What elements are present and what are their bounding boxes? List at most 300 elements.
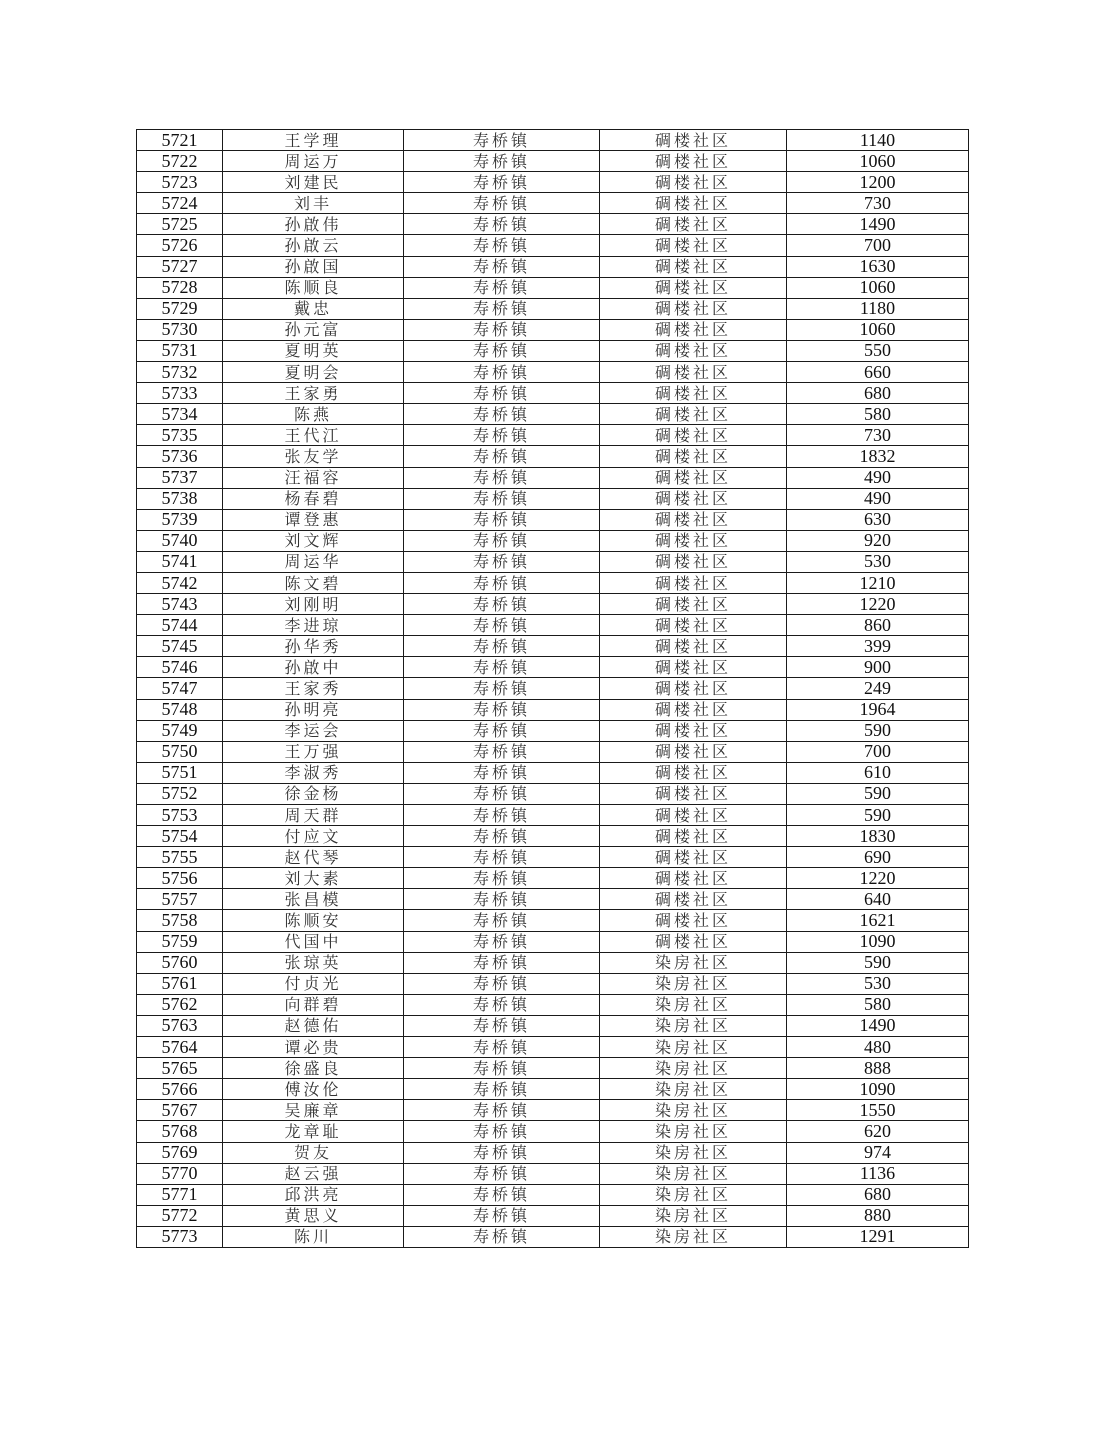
cell-community: 碉楼社区 — [600, 446, 787, 467]
cell-community: 染房社区 — [600, 1015, 787, 1036]
cell-serial-number: 5743 — [137, 594, 223, 615]
cell-serial-number: 5756 — [137, 868, 223, 889]
cell-community: 染房社区 — [600, 994, 787, 1015]
cell-amount: 590 — [787, 720, 969, 741]
cell-community: 染房社区 — [600, 1163, 787, 1184]
cell-serial-number: 5768 — [137, 1121, 223, 1142]
cell-serial-number: 5725 — [137, 214, 223, 235]
table-row — [137, 657, 969, 678]
cell-amount: 1220 — [787, 868, 969, 889]
cell-town: 寿桥镇 — [404, 847, 600, 868]
cell-town: 寿桥镇 — [404, 594, 600, 615]
cell-town: 寿桥镇 — [404, 678, 600, 699]
cell-serial-number: 5741 — [137, 551, 223, 572]
cell-town: 寿桥镇 — [404, 1184, 600, 1205]
cell-community: 碉楼社区 — [600, 910, 787, 931]
cell-community: 碉楼社区 — [600, 889, 787, 910]
cell-person-name: 徐金杨 — [223, 783, 404, 804]
cell-serial-number: 5744 — [137, 615, 223, 636]
cell-person-name: 孙元富 — [223, 319, 404, 340]
table-row — [137, 720, 969, 741]
cell-community: 染房社区 — [600, 1058, 787, 1079]
cell-serial-number: 5745 — [137, 636, 223, 657]
cell-town: 寿桥镇 — [404, 151, 600, 172]
cell-person-name: 周运万 — [223, 151, 404, 172]
cell-amount: 1291 — [787, 1226, 969, 1247]
table-row — [137, 910, 969, 931]
cell-serial-number: 5726 — [137, 235, 223, 256]
cell-serial-number: 5760 — [137, 952, 223, 973]
cell-person-name: 陈川 — [223, 1226, 404, 1247]
table-row — [137, 1100, 969, 1121]
cell-amount: 550 — [787, 340, 969, 361]
cell-person-name: 代国中 — [223, 931, 404, 952]
table-row — [137, 193, 969, 214]
cell-serial-number: 5736 — [137, 446, 223, 467]
table-row — [137, 277, 969, 298]
cell-amount: 1136 — [787, 1163, 969, 1184]
cell-serial-number: 5773 — [137, 1226, 223, 1247]
table-row — [137, 636, 969, 657]
cell-amount: 630 — [787, 509, 969, 530]
cell-serial-number: 5772 — [137, 1205, 223, 1226]
cell-community: 碉楼社区 — [600, 151, 787, 172]
cell-serial-number: 5754 — [137, 826, 223, 847]
cell-town: 寿桥镇 — [404, 741, 600, 762]
cell-serial-number: 5770 — [137, 1163, 223, 1184]
cell-community: 碉楼社区 — [600, 805, 787, 826]
cell-serial-number: 5740 — [137, 530, 223, 551]
cell-person-name: 李进琼 — [223, 615, 404, 636]
cell-town: 寿桥镇 — [404, 551, 600, 572]
cell-amount: 490 — [787, 488, 969, 509]
cell-community: 碉楼社区 — [600, 699, 787, 720]
cell-person-name: 刘刚明 — [223, 594, 404, 615]
cell-town: 寿桥镇 — [404, 256, 600, 277]
table-row — [137, 298, 969, 319]
cell-amount: 730 — [787, 425, 969, 446]
cell-community: 碉楼社区 — [600, 277, 787, 298]
cell-town: 寿桥镇 — [404, 1142, 600, 1163]
cell-person-name: 龙章耻 — [223, 1121, 404, 1142]
cell-person-name: 戴忠 — [223, 298, 404, 319]
cell-serial-number: 5738 — [137, 488, 223, 509]
cell-amount: 249 — [787, 678, 969, 699]
cell-town: 寿桥镇 — [404, 572, 600, 593]
table-row — [137, 973, 969, 994]
cell-person-name: 刘文辉 — [223, 530, 404, 551]
cell-community: 碉楼社区 — [600, 425, 787, 446]
cell-person-name: 陈顺安 — [223, 910, 404, 931]
cell-community: 碉楼社区 — [600, 551, 787, 572]
cell-serial-number: 5731 — [137, 340, 223, 361]
cell-person-name: 邱洪亮 — [223, 1184, 404, 1205]
cell-serial-number: 5762 — [137, 994, 223, 1015]
cell-person-name: 夏明会 — [223, 362, 404, 383]
cell-community: 碉楼社区 — [600, 678, 787, 699]
cell-community: 碉楼社区 — [600, 362, 787, 383]
cell-serial-number: 5728 — [137, 277, 223, 298]
cell-amount: 1200 — [787, 172, 969, 193]
cell-person-name: 陈顺良 — [223, 277, 404, 298]
table-row — [137, 319, 969, 340]
cell-person-name: 孙啟国 — [223, 256, 404, 277]
cell-amount: 610 — [787, 762, 969, 783]
cell-community: 碉楼社区 — [600, 488, 787, 509]
table-row — [137, 952, 969, 973]
cell-amount: 1220 — [787, 594, 969, 615]
cell-person-name: 黄思义 — [223, 1205, 404, 1226]
cell-community: 碉楼社区 — [600, 720, 787, 741]
table-row — [137, 805, 969, 826]
cell-amount: 640 — [787, 889, 969, 910]
table-row — [137, 1226, 969, 1247]
cell-community: 碉楼社区 — [600, 868, 787, 889]
cell-community: 碉楼社区 — [600, 594, 787, 615]
cell-community: 碉楼社区 — [600, 319, 787, 340]
cell-person-name: 谭登惠 — [223, 509, 404, 530]
cell-town: 寿桥镇 — [404, 362, 600, 383]
roster-table-body — [137, 130, 969, 1248]
cell-serial-number: 5757 — [137, 889, 223, 910]
cell-town: 寿桥镇 — [404, 130, 600, 151]
cell-amount: 888 — [787, 1058, 969, 1079]
cell-town: 寿桥镇 — [404, 277, 600, 298]
cell-community: 染房社区 — [600, 1121, 787, 1142]
cell-town: 寿桥镇 — [404, 298, 600, 319]
table-row — [137, 826, 969, 847]
cell-person-name: 赵云强 — [223, 1163, 404, 1184]
cell-serial-number: 5734 — [137, 404, 223, 425]
cell-community: 碉楼社区 — [600, 383, 787, 404]
table-row — [137, 256, 969, 277]
cell-town: 寿桥镇 — [404, 762, 600, 783]
cell-town: 寿桥镇 — [404, 973, 600, 994]
table-row — [137, 994, 969, 1015]
cell-amount: 920 — [787, 530, 969, 551]
cell-town: 寿桥镇 — [404, 1205, 600, 1226]
cell-person-name: 刘丰 — [223, 193, 404, 214]
cell-amount: 1140 — [787, 130, 969, 151]
cell-serial-number: 5749 — [137, 720, 223, 741]
cell-town: 寿桥镇 — [404, 509, 600, 530]
cell-town: 寿桥镇 — [404, 383, 600, 404]
cell-town: 寿桥镇 — [404, 826, 600, 847]
table-row — [137, 1163, 969, 1184]
cell-community: 染房社区 — [600, 973, 787, 994]
cell-amount: 900 — [787, 657, 969, 678]
table-row — [137, 383, 969, 404]
cell-community: 碉楼社区 — [600, 130, 787, 151]
table-row — [137, 1184, 969, 1205]
cell-town: 寿桥镇 — [404, 783, 600, 804]
cell-person-name: 夏明英 — [223, 340, 404, 361]
table-row — [137, 446, 969, 467]
cell-serial-number: 5724 — [137, 193, 223, 214]
cell-serial-number: 5752 — [137, 783, 223, 804]
cell-amount: 1550 — [787, 1100, 969, 1121]
cell-serial-number: 5767 — [137, 1100, 223, 1121]
cell-community: 碉楼社区 — [600, 826, 787, 847]
cell-amount: 1210 — [787, 572, 969, 593]
cell-serial-number: 5729 — [137, 298, 223, 319]
cell-community: 碉楼社区 — [600, 615, 787, 636]
table-row — [137, 1037, 969, 1058]
cell-amount: 580 — [787, 994, 969, 1015]
cell-serial-number: 5730 — [137, 319, 223, 340]
cell-person-name: 贺友 — [223, 1142, 404, 1163]
cell-community: 碉楼社区 — [600, 404, 787, 425]
cell-community: 碉楼社区 — [600, 340, 787, 361]
cell-community: 染房社区 — [600, 1184, 787, 1205]
table-row — [137, 1121, 969, 1142]
table-row — [137, 594, 969, 615]
table-row — [137, 678, 969, 699]
cell-amount: 399 — [787, 636, 969, 657]
cell-community: 碉楼社区 — [600, 636, 787, 657]
cell-town: 寿桥镇 — [404, 1079, 600, 1100]
cell-town: 寿桥镇 — [404, 994, 600, 1015]
table-row — [137, 1015, 969, 1036]
cell-serial-number: 5742 — [137, 572, 223, 593]
cell-town: 寿桥镇 — [404, 1100, 600, 1121]
cell-community: 碉楼社区 — [600, 193, 787, 214]
cell-amount: 730 — [787, 193, 969, 214]
cell-community: 碉楼社区 — [600, 509, 787, 530]
table-row — [137, 488, 969, 509]
cell-person-name: 陈燕 — [223, 404, 404, 425]
table-row — [137, 130, 969, 151]
cell-serial-number: 5761 — [137, 973, 223, 994]
cell-serial-number: 5759 — [137, 931, 223, 952]
cell-serial-number: 5755 — [137, 847, 223, 868]
cell-amount: 590 — [787, 783, 969, 804]
cell-amount: 1490 — [787, 214, 969, 235]
cell-serial-number: 5769 — [137, 1142, 223, 1163]
cell-amount: 1830 — [787, 826, 969, 847]
cell-town: 寿桥镇 — [404, 657, 600, 678]
cell-person-name: 赵德佑 — [223, 1015, 404, 1036]
cell-serial-number: 5733 — [137, 383, 223, 404]
cell-serial-number: 5763 — [137, 1015, 223, 1036]
cell-town: 寿桥镇 — [404, 530, 600, 551]
cell-amount: 660 — [787, 362, 969, 383]
cell-person-name: 徐盛良 — [223, 1058, 404, 1079]
cell-person-name: 李运会 — [223, 720, 404, 741]
cell-amount: 1490 — [787, 1015, 969, 1036]
cell-amount: 590 — [787, 805, 969, 826]
cell-serial-number: 5721 — [137, 130, 223, 151]
table-row — [137, 551, 969, 572]
cell-amount: 590 — [787, 952, 969, 973]
cell-person-name: 李淑秀 — [223, 762, 404, 783]
cell-serial-number: 5753 — [137, 805, 223, 826]
cell-amount: 690 — [787, 847, 969, 868]
cell-person-name: 周运华 — [223, 551, 404, 572]
cell-amount: 974 — [787, 1142, 969, 1163]
cell-community: 碉楼社区 — [600, 762, 787, 783]
table-row — [137, 889, 969, 910]
cell-person-name: 傅汝伦 — [223, 1079, 404, 1100]
cell-amount: 530 — [787, 551, 969, 572]
cell-community: 染房社区 — [600, 1037, 787, 1058]
cell-person-name: 陈文碧 — [223, 572, 404, 593]
table-row — [137, 847, 969, 868]
table-row — [137, 1079, 969, 1100]
cell-town: 寿桥镇 — [404, 931, 600, 952]
table-row — [137, 783, 969, 804]
cell-town: 寿桥镇 — [404, 720, 600, 741]
cell-community: 染房社区 — [600, 1142, 787, 1163]
table-row — [137, 509, 969, 530]
cell-town: 寿桥镇 — [404, 805, 600, 826]
table-row — [137, 172, 969, 193]
cell-person-name: 刘大素 — [223, 868, 404, 889]
table-row — [137, 699, 969, 720]
cell-amount: 580 — [787, 404, 969, 425]
cell-town: 寿桥镇 — [404, 193, 600, 214]
cell-community: 碉楼社区 — [600, 214, 787, 235]
cell-person-name: 刘建民 — [223, 172, 404, 193]
table-row — [137, 868, 969, 889]
cell-serial-number: 5732 — [137, 362, 223, 383]
cell-town: 寿桥镇 — [404, 467, 600, 488]
cell-community: 碉楼社区 — [600, 256, 787, 277]
cell-community: 碉楼社区 — [600, 298, 787, 319]
roster-table — [136, 129, 969, 1248]
table-row — [137, 340, 969, 361]
table-row — [137, 404, 969, 425]
table-row — [137, 762, 969, 783]
cell-person-name: 孙啟云 — [223, 235, 404, 256]
cell-community: 染房社区 — [600, 1100, 787, 1121]
cell-amount: 1621 — [787, 910, 969, 931]
cell-town: 寿桥镇 — [404, 1163, 600, 1184]
cell-serial-number: 5739 — [137, 509, 223, 530]
cell-serial-number: 5722 — [137, 151, 223, 172]
table-row — [137, 1058, 969, 1079]
cell-person-name: 王家秀 — [223, 678, 404, 699]
cell-serial-number: 5764 — [137, 1037, 223, 1058]
cell-amount: 700 — [787, 741, 969, 762]
cell-town: 寿桥镇 — [404, 699, 600, 720]
cell-town: 寿桥镇 — [404, 172, 600, 193]
table-row — [137, 235, 969, 256]
cell-person-name: 汪福容 — [223, 467, 404, 488]
cell-serial-number: 5771 — [137, 1184, 223, 1205]
table-row — [137, 615, 969, 636]
cell-town: 寿桥镇 — [404, 319, 600, 340]
cell-person-name: 孙啟伟 — [223, 214, 404, 235]
table-row — [137, 425, 969, 446]
cell-amount: 1060 — [787, 277, 969, 298]
cell-person-name: 吴廉章 — [223, 1100, 404, 1121]
cell-serial-number: 5746 — [137, 657, 223, 678]
cell-community: 碉楼社区 — [600, 931, 787, 952]
cell-person-name: 向群碧 — [223, 994, 404, 1015]
cell-person-name: 张友学 — [223, 446, 404, 467]
cell-community: 碉楼社区 — [600, 572, 787, 593]
table-row — [137, 467, 969, 488]
cell-amount: 1832 — [787, 446, 969, 467]
cell-amount: 1180 — [787, 298, 969, 319]
table-row — [137, 151, 969, 172]
table-row — [137, 1205, 969, 1226]
cell-community: 碉楼社区 — [600, 467, 787, 488]
cell-town: 寿桥镇 — [404, 340, 600, 361]
cell-amount: 530 — [787, 973, 969, 994]
cell-amount: 620 — [787, 1121, 969, 1142]
cell-community: 染房社区 — [600, 1205, 787, 1226]
table-row — [137, 931, 969, 952]
cell-community: 碉楼社区 — [600, 172, 787, 193]
cell-amount: 680 — [787, 1184, 969, 1205]
cell-amount: 1090 — [787, 1079, 969, 1100]
cell-town: 寿桥镇 — [404, 615, 600, 636]
cell-amount: 1060 — [787, 151, 969, 172]
cell-town: 寿桥镇 — [404, 425, 600, 446]
cell-community: 碉楼社区 — [600, 783, 787, 804]
cell-person-name: 付贞光 — [223, 973, 404, 994]
cell-serial-number: 5751 — [137, 762, 223, 783]
cell-person-name: 周天群 — [223, 805, 404, 826]
table-row — [137, 362, 969, 383]
table-row — [137, 530, 969, 551]
table-row — [137, 572, 969, 593]
table-row — [137, 741, 969, 762]
cell-amount: 880 — [787, 1205, 969, 1226]
cell-amount: 490 — [787, 467, 969, 488]
cell-amount: 860 — [787, 615, 969, 636]
cell-serial-number: 5758 — [137, 910, 223, 931]
cell-person-name: 孙啟中 — [223, 657, 404, 678]
table-row — [137, 214, 969, 235]
cell-town: 寿桥镇 — [404, 488, 600, 509]
cell-town: 寿桥镇 — [404, 446, 600, 467]
cell-town: 寿桥镇 — [404, 235, 600, 256]
cell-person-name: 付应文 — [223, 826, 404, 847]
cell-town: 寿桥镇 — [404, 404, 600, 425]
cell-serial-number: 5750 — [137, 741, 223, 762]
cell-serial-number: 5723 — [137, 172, 223, 193]
cell-town: 寿桥镇 — [404, 214, 600, 235]
cell-serial-number: 5735 — [137, 425, 223, 446]
cell-town: 寿桥镇 — [404, 1121, 600, 1142]
cell-community: 染房社区 — [600, 1226, 787, 1247]
cell-serial-number: 5727 — [137, 256, 223, 277]
cell-amount: 480 — [787, 1037, 969, 1058]
cell-amount: 700 — [787, 235, 969, 256]
cell-person-name: 王家勇 — [223, 383, 404, 404]
cell-community: 染房社区 — [600, 1079, 787, 1100]
cell-person-name: 张昌模 — [223, 889, 404, 910]
cell-amount: 1060 — [787, 319, 969, 340]
cell-amount: 1964 — [787, 699, 969, 720]
cell-person-name: 孙华秀 — [223, 636, 404, 657]
cell-town: 寿桥镇 — [404, 1226, 600, 1247]
cell-person-name: 王代江 — [223, 425, 404, 446]
cell-community: 染房社区 — [600, 952, 787, 973]
cell-town: 寿桥镇 — [404, 868, 600, 889]
cell-serial-number: 5765 — [137, 1058, 223, 1079]
cell-amount: 680 — [787, 383, 969, 404]
cell-amount: 1630 — [787, 256, 969, 277]
table-row — [137, 1142, 969, 1163]
cell-town: 寿桥镇 — [404, 952, 600, 973]
cell-town: 寿桥镇 — [404, 636, 600, 657]
cell-community: 碉楼社区 — [600, 741, 787, 762]
cell-community: 碉楼社区 — [600, 657, 787, 678]
